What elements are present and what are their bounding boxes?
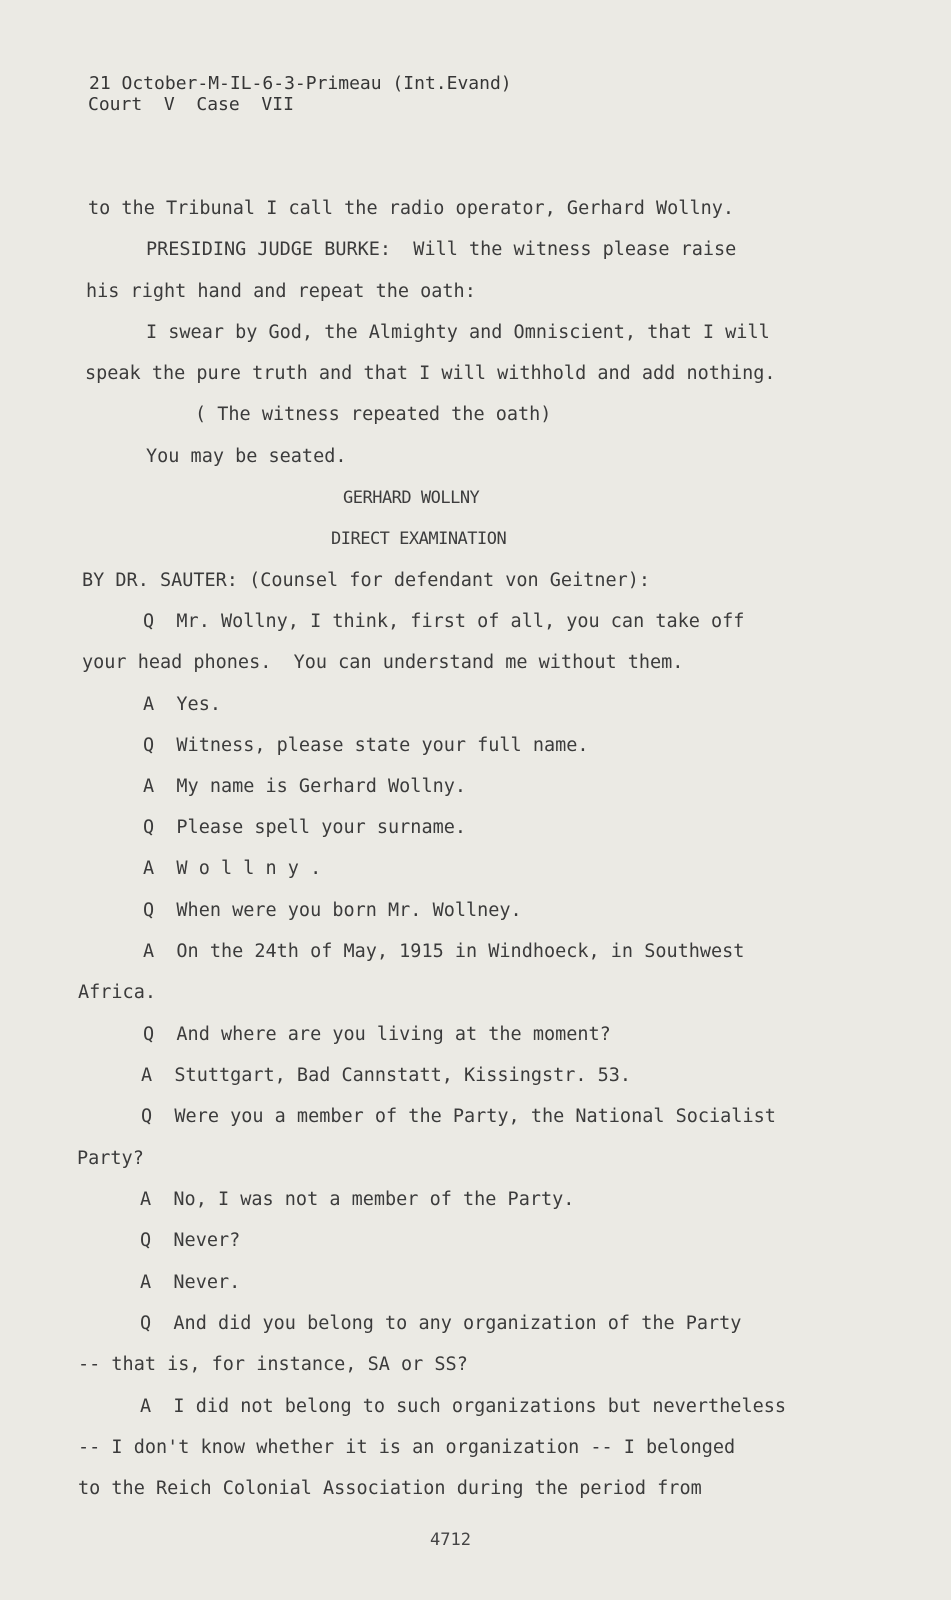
text-line-31: -- I don't know whether it is an organization -- I belonged [78, 1437, 736, 1458]
text-line-12: your head phones. You can understand me without them. [82, 652, 684, 673]
text-line-28: Q And did you belong to any organization of the Party [140, 1313, 742, 1334]
text-line-14: Q Witness, please state your full name. [143, 735, 589, 756]
text-line-24: Party? [77, 1148, 144, 1169]
text-line-1: to the Tribunal I call the radio operator, Gerhard Wollny. [88, 198, 735, 219]
examination-heading: DIRECT EXAMINATION [331, 529, 507, 549]
page-number: 4712 [430, 1530, 471, 1550]
text-line-19: A On the 24th of May, 1915 in Windhoeck, in Southwest [143, 941, 745, 962]
text-line-6: ( The witness repeated the oath) [195, 404, 552, 425]
text-line-10: BY DR. SAUTER: (Counsel for defendant von Geitner): [82, 570, 651, 591]
text-line-17: A W o l l n y . [143, 858, 322, 879]
text-line-2: PRESIDING JUDGE BURKE: Will the witness please raise [146, 239, 737, 260]
text-line-22: A Stuttgart, Bad Cannstatt, Kissingstr. 53. [141, 1065, 632, 1086]
text-line-7: You may be seated. [146, 446, 347, 467]
text-line-3: his right hand and repeat the oath: [86, 281, 476, 302]
text-line-25: A No, I was not a member of the Party. [140, 1189, 575, 1210]
text-line-15: A My name is Gerhard Wollny. [143, 776, 467, 797]
witness-name-heading: GERHARD WOLLNY [343, 488, 480, 508]
text-line-11: Q Mr. Wollny, I think, first of all, you can take off [143, 611, 745, 632]
text-line-18: Q When were you born Mr. Wollney. [143, 900, 522, 921]
text-line-26: Q Never? [140, 1230, 241, 1251]
text-line-29: -- that is, for instance, SA or SS? [78, 1354, 468, 1375]
text-line-20: Africa. [78, 982, 156, 1003]
text-line-13: A Yes. [143, 694, 221, 715]
text-line-4: I swear by God, the Almighty and Omniscient, that I will [146, 322, 770, 343]
text-line-16: Q Please spell your surname. [143, 817, 467, 838]
text-line-32: to the Reich Colonial Association during the period from [78, 1478, 702, 1499]
header-line-1: 21 October-M-IL-6-3-Primeau (Int.Evand) [89, 73, 512, 94]
text-line-30: A I did not belong to such organizations but nevertheless [140, 1396, 787, 1417]
text-line-21: Q And where are you living at the moment? [143, 1024, 611, 1045]
text-line-27: A Never. [140, 1272, 241, 1293]
text-line-5: speak the pure truth and that I will withhold and add nothing. [85, 363, 776, 384]
header-line-2: Court V Case VII [88, 94, 294, 115]
text-line-23: Q Were you a member of the Party, the National Socialist [141, 1106, 776, 1127]
